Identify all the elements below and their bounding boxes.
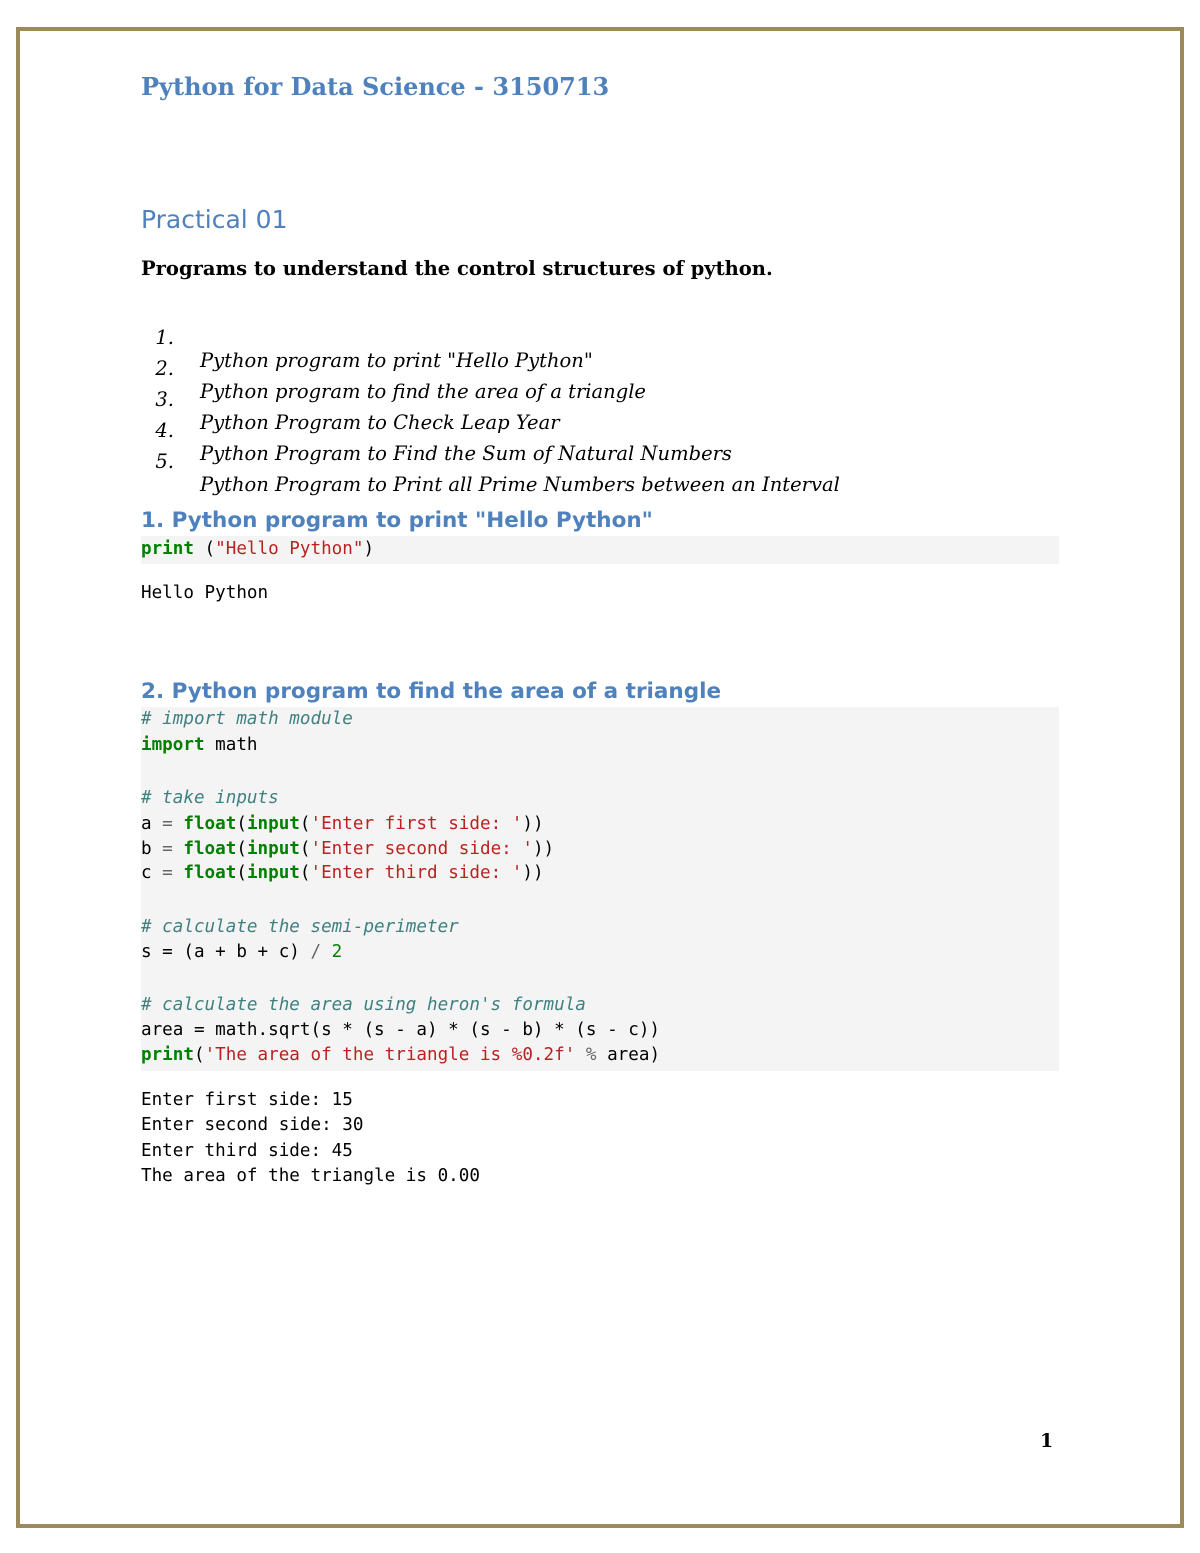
code-line [141, 839, 554, 859]
code-token: ( [193, 1045, 205, 1065]
code-comment: # calculate the area using heron's formula [141, 995, 586, 1015]
code-cell-2 [141, 707, 1059, 1071]
code-comment: # import math module [141, 709, 353, 729]
code-token: area) [607, 1045, 661, 1065]
code-token: 2 [331, 942, 343, 962]
list-item-number: 4. [155, 419, 174, 442]
list-item-number: 2. [155, 357, 174, 380]
code-token: ( [236, 839, 247, 859]
code-token: input [246, 839, 300, 859]
code-output-line: The area of the triangle is 0.00 [141, 1166, 480, 1186]
code-token: ( [299, 814, 311, 834]
code-token: ( [299, 839, 311, 859]
page-number: 1 [1040, 1430, 1054, 1452]
code-token: a [141, 814, 152, 834]
code-token: "Hello Python" [215, 539, 364, 559]
list-item-number: 3. [155, 388, 174, 411]
code-token: float [183, 863, 237, 883]
code-token: )) [522, 814, 544, 834]
document-header-title: Python for Data Science - 3150713 [141, 72, 610, 101]
code-token: math [204, 735, 258, 755]
code-token: / [310, 942, 322, 962]
code-token: % [575, 1045, 608, 1065]
code-token: ( [236, 863, 247, 883]
code-token: float [183, 814, 237, 834]
code-line [141, 942, 342, 962]
code-token: input [246, 863, 300, 883]
code-token: ( [299, 863, 311, 883]
practical-title: Practical 01 [141, 205, 288, 234]
practical-subtitle: Programs to understand the control structures of python. [141, 257, 773, 280]
code-token: 'Enter third side: ' [310, 863, 523, 883]
code-line: area = math.sqrt(s * (s - a) * (s - b) * (s - c)) [141, 1020, 661, 1040]
code-output-line: Enter second side: 30 [141, 1115, 364, 1135]
code-output-line: Hello Python [141, 583, 269, 603]
code-line [141, 735, 258, 755]
code-output-line: Enter third side: 45 [141, 1141, 353, 1161]
code-output-line: Enter first side: 15 [141, 1090, 353, 1110]
code-token: b [141, 839, 152, 859]
list-item-text: Python program to find the area of a triangle [200, 380, 646, 403]
code-token: input [246, 814, 300, 834]
section-2-heading: 2. Python program to find the area of a triangle [141, 679, 722, 704]
list-item-number: 1. [155, 326, 174, 349]
code-token: ( [193, 539, 216, 559]
list-item-number: 5. [155, 450, 174, 473]
code-token: print [141, 539, 194, 559]
code-comment: # take inputs [141, 788, 279, 808]
code-token: c [141, 863, 152, 883]
code-token: = [151, 814, 184, 834]
list-item-text: Python program to print "Hello Python" [200, 349, 593, 372]
code-line [141, 539, 374, 559]
code-token: )) [522, 863, 544, 883]
code-token: )) [532, 839, 555, 859]
list-item-text: Python Program to Find the Sum of Natural Numbers [200, 442, 732, 465]
code-line [141, 1045, 660, 1065]
code-token: float [183, 839, 237, 859]
code-token: 'Enter second side: ' [310, 839, 533, 859]
code-comment: # calculate the semi-perimeter [141, 917, 459, 937]
code-token: s = (a + b + c) [141, 942, 311, 962]
list-item-text: Python Program to Print all Prime Numbers between an Interval [200, 473, 840, 496]
section-1-heading: 1. Python program to print "Hello Python" [141, 508, 653, 533]
code-line [141, 863, 544, 883]
code-token: 'Enter first side: ' [310, 814, 523, 834]
code-token: ) [363, 539, 375, 559]
code-token: import [141, 735, 205, 755]
code-token: = [151, 839, 184, 859]
code-token: ( [236, 814, 247, 834]
code-token: 'The area of the triangle is %0.2f' [204, 1045, 576, 1065]
code-line [141, 814, 544, 834]
code-token: = [151, 863, 184, 883]
list-item-text: Python Program to Check Leap Year [200, 411, 560, 434]
code-token: print [141, 1045, 194, 1065]
code-token [321, 942, 332, 962]
